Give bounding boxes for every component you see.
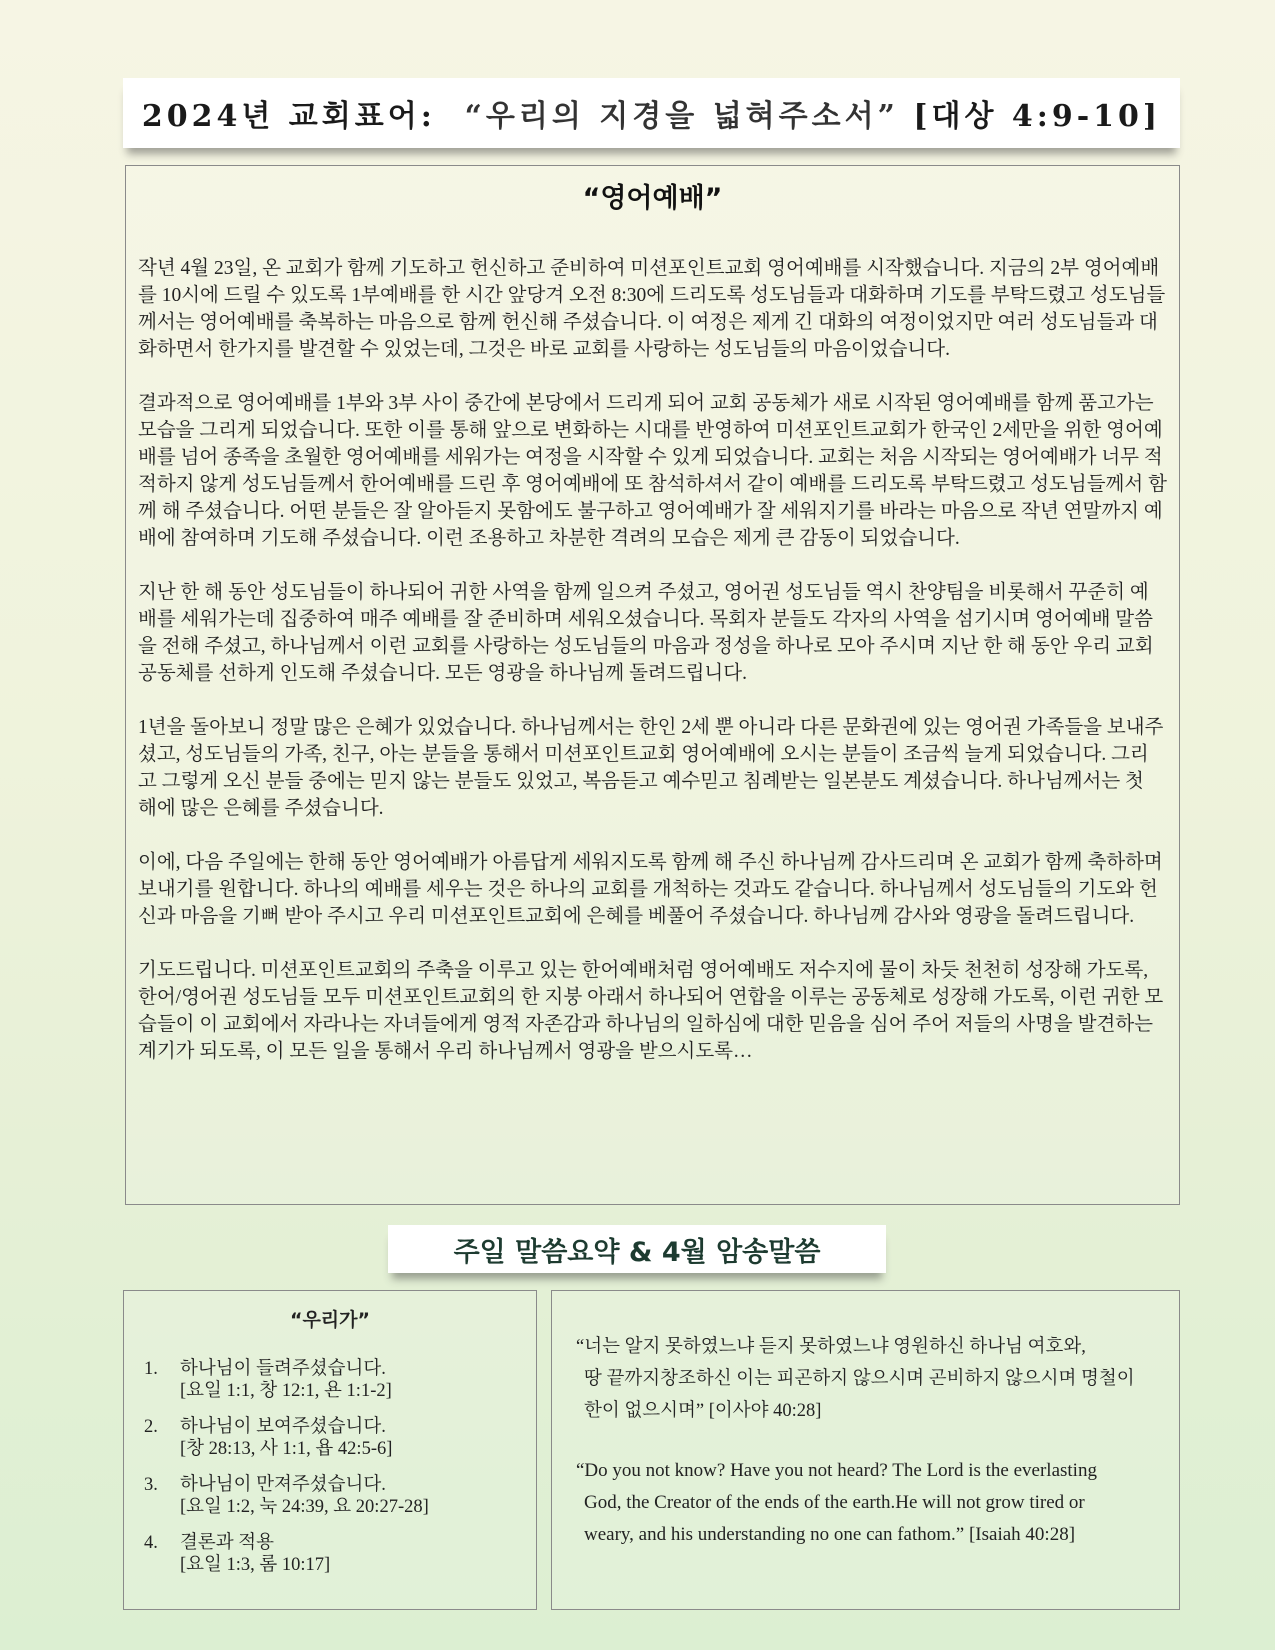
sermon-summary-box xyxy=(123,1290,537,1610)
verse-line: 땅 끝까지창조하신 이는 피곤하지 않으시며 곤비하지 않으시며 명철이 xyxy=(584,1369,1135,1389)
article-paragraph: 결과적으로 영어예배를 1부와 3부 사이 중간에 본당에서 드리게 되어 교회 공동체가 새로 시작된 영어예배를 함께 품고가는 모습을 그리게 되었습니다. 또한 이를 통해 앞으로 변화하는 시대를 반영하여 미션포인트교회가 한국인 2세만을 위한 영어예배를 넘어 종족을 초월한 영어예배를 세워가는 여정을 시작할 수 있게 되었습니다. 교회는 처음 시작되는 영어예배가 너무 적적하지 않게 성도님들께서 한어예배를 드린 후 영어예배에 또 참석하셔서 같이 예배를 드리도록 부탁드렸고 성도님들께서 함께 해 주셨습니다. 어떤 분들은 잘 알아듣지 못함에도 불구하고 영어예배가 잘 세워지기를 바라는 마음으로 작년 연말까지 예배에 참여하며 기도해 주셨습니다. 이런 조용하고 차분한 격려의 모습은 제게 큰 감동이 되었습니다. xyxy=(138,393,1167,549)
sermon-point xyxy=(144,1532,516,1576)
sermon-point-reference: [요일 1:2, 눅 24:39, 요 20:27-28] xyxy=(180,1497,429,1517)
verse-line: 한이 없으시며” [이사야 40:28] xyxy=(584,1401,822,1421)
section-title-banner xyxy=(388,1225,886,1273)
sermon-points-list xyxy=(144,1358,516,1576)
article-paragraph: 기도드립니다. 미션포인트교회의 주축을 이루고 있는 한어예배처럼 영어예배도 저수지에 물이 차듯 천천히 성장해 가도록, 한어/영어권 성도님들 모두 미션포인트교회의 한 지붕 아래서 하나되어 연합을 이루는 공동체로 성장해 가도록, 이런 귀한 모습들이 이 교회에서 자라나는 자녀들에게 영적 자존감과 하나님의 일하심에 대한 믿음을 심어 주어 저들의 사명을 발견하는 계기가 되도록, 이 모든 일을 통해서 우리 하나님께서 영광을 받으시도록… xyxy=(138,960,1164,1062)
article-paragraph: 1년을 돌아보니 정말 많은 은혜가 있었습니다. 하나님께서는 한인 2세 뿐 아니라 다른 문화권에 있는 영어권 가족들을 보내주셨고, 성도님들의 가족, 친구, 아는 분들을 통해서 미션포인트교회 영어예배에 오시는 분들이 조금씩 늘게 되었습니다. 그리고 그렇게 오신 분들 중에는 믿지 않는 분들도 있었고, 복음듣고 예수믿고 침례받는 일본분도 계셨습니다. 하나님께서는 첫 해에 많은 은혜를 주셨습니다. xyxy=(138,717,1164,819)
verse-line: weary, and his understanding no one can fathom.” [Isaiah 40:28] xyxy=(584,1524,1076,1545)
sermon-point-reference: [창 28:13, 사 1:1, 욥 42:5-6] xyxy=(180,1439,393,1459)
sermon-point xyxy=(144,1416,516,1460)
memory-verse-korean xyxy=(576,1331,1157,1427)
sermon-point-number: 1. xyxy=(144,1359,158,1379)
section-title: 주일 말씀요약 & 4월 암송말씀 xyxy=(453,1236,821,1268)
sermon-point-number: 3. xyxy=(144,1475,158,1495)
sermon-point-text: 하나님이 들려주셨습니다. xyxy=(180,1359,386,1379)
article-box xyxy=(125,165,1180,1205)
sermon-point-text: 하나님이 보여주셨습니다. xyxy=(180,1417,386,1437)
article-paragraph: 지난 한 해 동안 성도님들이 하나되어 귀한 사역을 함께 일으켜 주셨고, 영어권 성도님들 역시 찬양팀을 비롯해서 꾸준히 예배를 세워가는데 집중하여 매주 예배를 잘 준비하며 세워오셨습니다. 목회자 분들도 각자의 사역을 섬기시며 영어예배 말씀을 전해 주셨고, 하나님께서 이런 교회를 사랑하는 성도님들의 마음과 정성을 하나로 모아 주시며 지난 한 해 동안 우리 교회 공동체를 선하게 인도해 주셨습니다. 모든 영광을 하나님께 돌려드립니다. xyxy=(138,582,1154,684)
memory-verse-box xyxy=(551,1290,1180,1610)
sermon-point-number: 4. xyxy=(144,1533,158,1553)
sermon-point xyxy=(144,1358,516,1402)
verse-line: God, the Creator of the ends of the earth.He will not grow tired or xyxy=(584,1492,1085,1513)
church-motto-banner xyxy=(123,78,1180,148)
sermon-point-reference: [요일 1:1, 창 12:1, 욘 1:1-2] xyxy=(180,1381,392,1401)
verse-line: “너는 알지 못하였느냐 듣지 못하였느냐 영원하신 하나님 여호와, xyxy=(576,1337,1086,1357)
sermon-title: “우리가” xyxy=(289,1309,371,1331)
verse-line: “Do you not know? Have you not heard? The Lord is the everlasting xyxy=(576,1460,1097,1481)
memory-verse-english xyxy=(576,1455,1157,1551)
article-title: “영어예배” xyxy=(582,183,723,214)
sermon-point-text: 하나님이 만져주셨습니다. xyxy=(180,1475,386,1495)
motto-label: 2024년 교회표어: xyxy=(141,99,436,134)
sermon-point-text: 결론과 적용 xyxy=(180,1533,274,1553)
sermon-point-reference: [요일 1:3, 롬 10:17] xyxy=(180,1555,331,1575)
sermon-point-number: 2. xyxy=(144,1417,158,1437)
sermon-point xyxy=(144,1474,516,1518)
motto-theme: “우리의 지경을 넓혀주소서” xyxy=(464,99,899,134)
motto-reference: [대상 4:9-10] xyxy=(913,99,1162,134)
article-paragraph: 작년 4월 23일, 온 교회가 함께 기도하고 헌신하고 준비하여 미션포인트교회 영어예배를 시작했습니다. 지금의 2부 영어예배를 10시에 드릴 수 있도록 1부예배를 한 시간 앞당겨 오전 8:30에 드리도록 성도님들과 대화하며 기도를 부탁드렸고 성도님들께서는 영어예배를 축복하는 마음으로 함께 헌신해 주셨습니다. 이 여정은 제게 긴 대화의 여정이었지만 여러 성도님들과 대화하면서 한가지를 발견할 수 있었는데, 그것은 바로 교회를 사랑하는 성도님들의 마음이었습니다. xyxy=(138,258,1166,360)
article-paragraph: 이에, 다음 주일에는 한해 동안 영어예배가 아름답게 세워지도록 함께 해 주신 하나님께 감사드리며 온 교회가 함께 축하하며 보내기를 원합니다. 하나의 예배를 세우는 것은 하나의 교회를 개척하는 것과도 같습니다. 하나님께서 성도님들의 기도와 헌신과 마음을 기뻐 받아 주시고 우리 미션포인트교회에 은혜를 베풀어 주셨습니다. 하나님께 감사와 영광을 돌려드립니다. xyxy=(138,852,1163,927)
